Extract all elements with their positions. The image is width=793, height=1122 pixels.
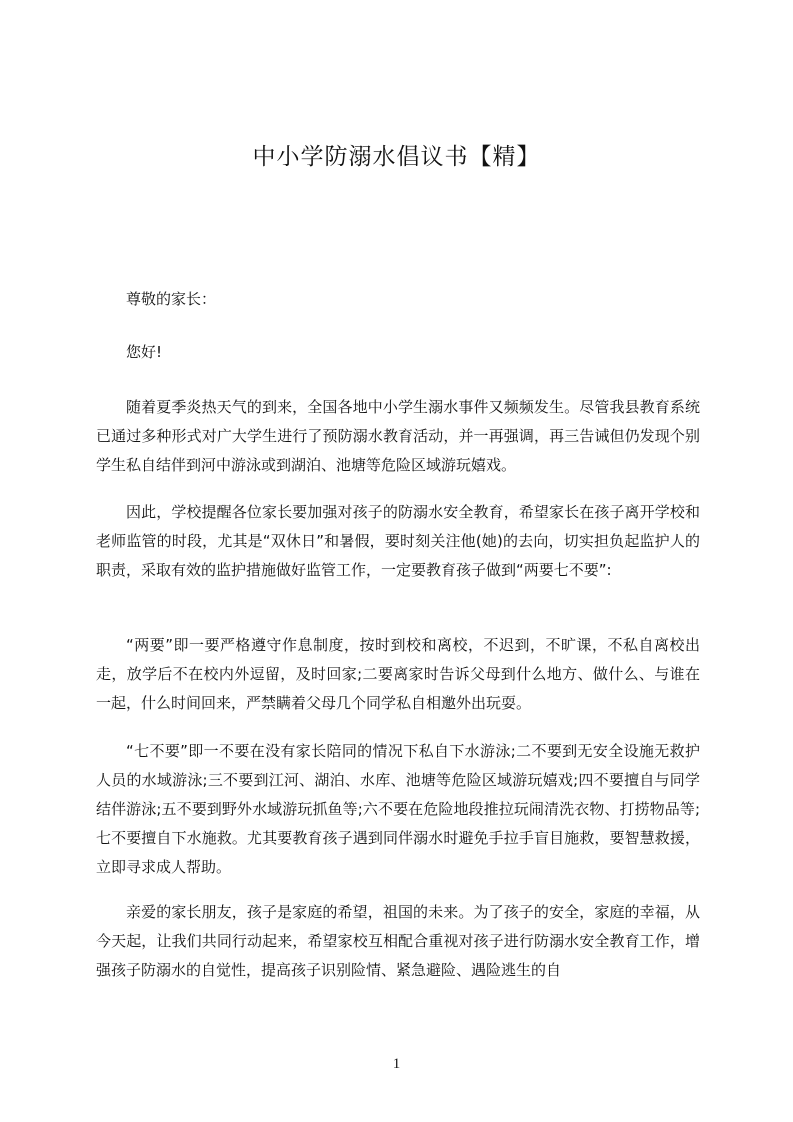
document-title: 中小学防溺水倡议书【精】 [252,144,541,170]
paragraph-2 [96,498,700,585]
paragraph-text: “七不要”即一不要在没有家长陪同的情况下私自下水游泳;二不要到无安全设施无救护人员的水域游泳;三不要到江河、湖泊、水库、池塘等危险区域游玩嬉戏;四不要擅自与同学结伴游泳;五不要到野外水域游玩抓鱼等;六不要在危险地段推拉玩闹清洗衣物、打捞物品等;七不要擅自下水施救。尤其要教育孩子遇到同伴溺水时避免手拉手盲目施救，要智慧救援，立即寻求成人帮助。 [96,742,700,876]
paragraph-text: 亲爱的家长朋友，孩子是家庭的希望，祖国的未来。为了孩子的安全，家庭的幸福，从今天起，让我们共同行动起来，希望家校互相配合重视对孩子进行防溺水安全教育工作，增强孩子防溺水的自觉性，提高孩子识别险情、紧急避险、遇险逃生的自 [96,903,700,979]
paragraph-text: 随着夏季炎热天气的到来，全国各地中小学生溺水事件又频频发生。尽管我县教育系统已通过多种形式对广大学生进行了预防溺水教育活动，并一再强调，再三告诫但仍发现个别学生私自结伴到河中游泳或到湖泊、池塘等危险区域游玩嬉戏。 [96,398,700,474]
paragraph-text: 因此，学校提醒各位家长要加强对孩子的防溺水安全教育，希望家长在孩子离开学校和老师监管的时段，尤其是“双休日”和暑假，要时刻关注他(她)的去向，切实担负起监护人的职责，采取有效的监护措施做好监管工作，一定要教育孩子做到“两要七不要”: [96,503,700,579]
paragraph-text: “两要”即一要严格遵守作息制度，按时到校和离校，不迟到，不旷课，不私自离校出走，放学后不在校内外逗留，及时回家;二要离家时告诉父母到什么地方、做什么、与谁在一起，什么时间回来，严禁瞒着父母几个同学私自相邀外出玩耍。 [96,636,700,712]
salutation-text: 尊敬的家长： [126,290,217,308]
paragraph-4 [96,737,700,882]
greeting-text: 您好! [126,343,163,361]
salutation [96,285,700,314]
greeting [96,338,700,367]
page-number: 1 [392,1056,401,1072]
paragraph-5 [96,898,700,985]
paragraph-1 [96,393,700,480]
paragraph-3 [96,631,700,718]
